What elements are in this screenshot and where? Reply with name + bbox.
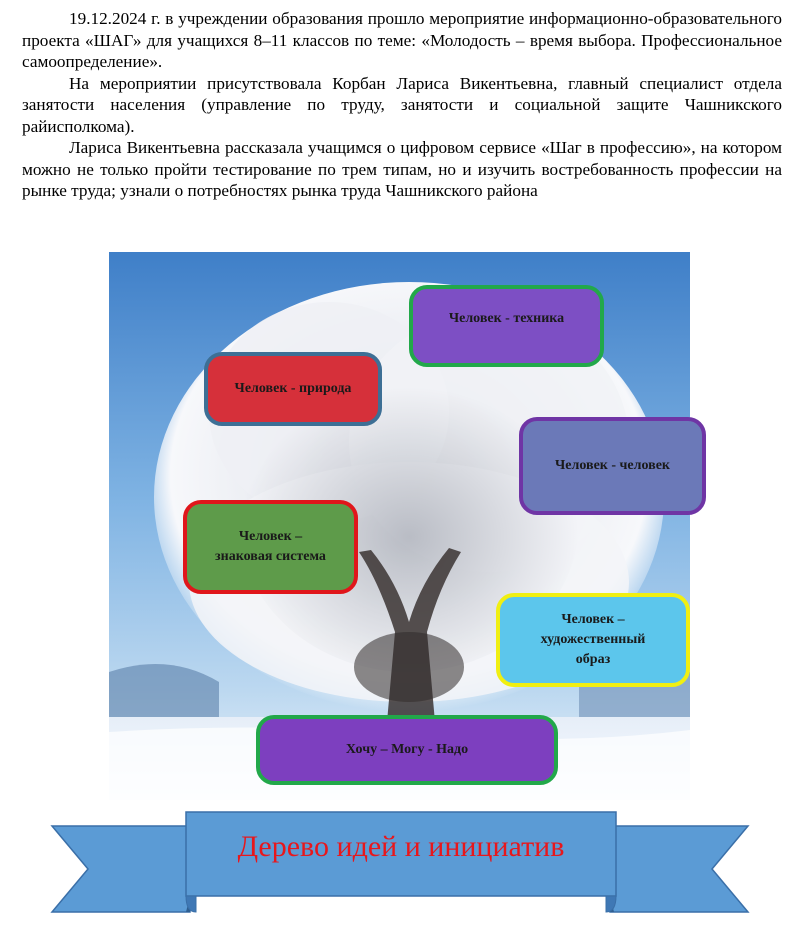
box-human-technology [409,285,604,367]
box-want-can-must [256,715,558,785]
article-text [22,8,782,202]
article-paragraph: Лариса Викентьевна рассказала учащимся о цифровом сервисе «Шаг в профессию», на котором можно не только пройти тестирование по трем типам, но и изучить востребованность профессии на рынке труда; узнали о потребностях рынка труда Чашникского района [22,138,782,200]
banner-title: Дерево идей и инициатив [237,830,565,863]
box-human-artistic-image [496,593,690,687]
box-human-sign-system-line2: знаковая система [215,549,326,564]
box-human-artistic-image-line1: Человек – [561,612,625,627]
box-want-can-must-label: Хочу – Могу - Надо [345,742,469,757]
box-human-artistic-image-line2: художественный [540,632,646,647]
box-human-human-label: Человек - человек [555,458,670,473]
box-human-sign-system-line1: Человек – [238,529,303,544]
box-human-artistic-image-line3: образ [575,652,611,667]
box-human-sign-system [183,500,358,594]
article-paragraph: На мероприятии присутствовала Корбан Лариса Викентьевна, главный специалист отдела занятости населения (управление по труду, занятости и социальной защите Чашникского райисполкома). [22,73,782,136]
box-human-nature [204,352,382,426]
article-paragraph: 19.12.2024 г. в учреждении образования прошло мероприятие информационно-образовательного проекта «ШАГ» для учащихся 8–11 классов по теме: «Молодость – время выбора. Профессиональное самоопределение». [22,9,782,71]
box-human-technology-label: Человек - техника [448,311,565,326]
box-human-nature-label: Человек - природа [234,381,352,396]
box-human-human [519,417,706,515]
